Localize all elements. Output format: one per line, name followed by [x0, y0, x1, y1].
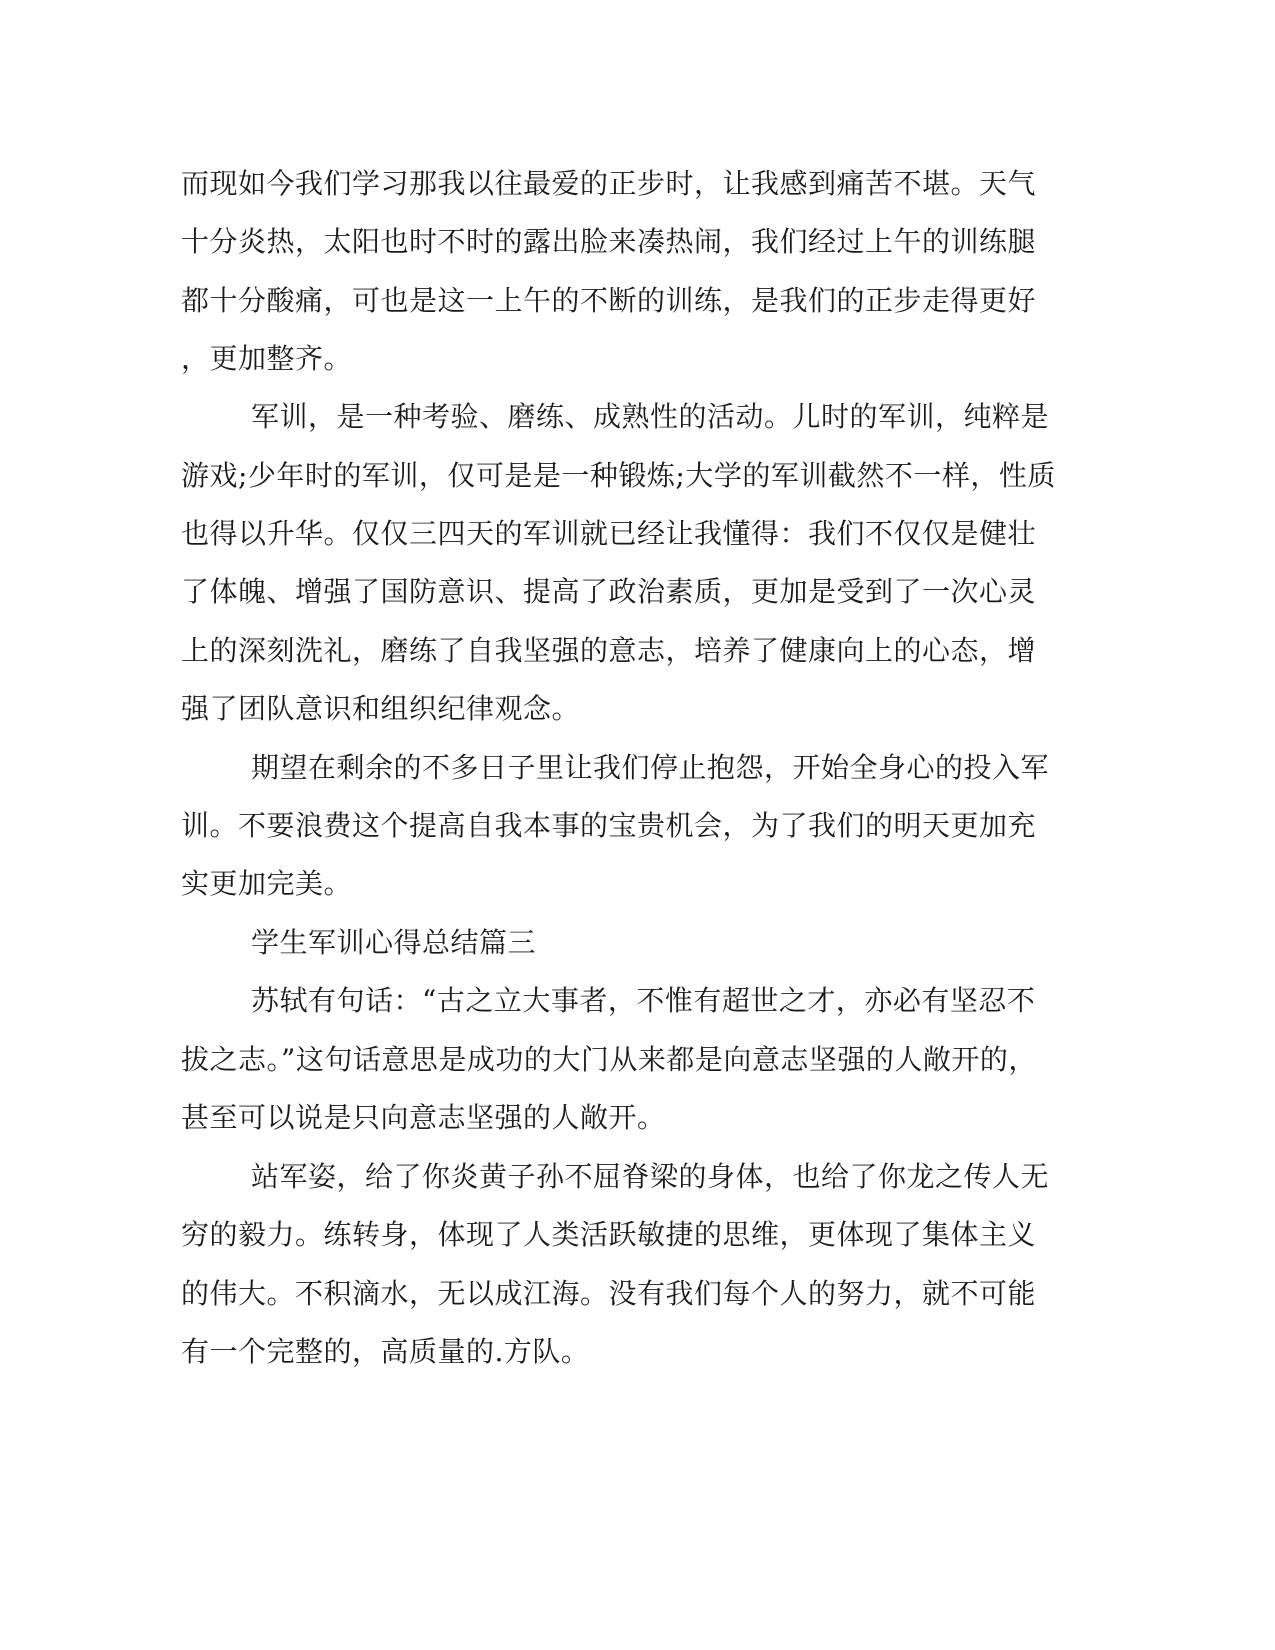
- paragraph-1-line-2: 十分炎热，太阳也时不时的露出脸来凑热闹，我们经过上午的训练腿: [181, 225, 1037, 258]
- paragraph-2-line-3: 也得以升华。仅仅三四天的军训就已经让我懂得：我们不仅仅是健壮: [181, 517, 1037, 550]
- paragraph-2-line-6: 强了团队意识和组织纪律观念。: [181, 692, 581, 725]
- paragraph-2-line-5: 上的深刻洗礼，磨练了自我坚强的意志，培养了健康向上的心态，增: [181, 634, 1037, 667]
- paragraph-4-line-1: 苏轼有句话：“古之立大事者，不惟有超世之才，亦必有坚忍不: [251, 984, 1036, 1017]
- paragraph-1-line-4: ，更加整齐。: [181, 342, 353, 375]
- paragraph-5-line-1: 站军姿，给了你炎黄子孙不屈脊梁的身体，也给了你龙之传人无: [251, 1160, 1050, 1193]
- paragraph-5-line-4: 有一个完整的，高质量的.方队。: [181, 1335, 590, 1368]
- section-heading: 学生军训心得总结篇三: [251, 926, 537, 959]
- paragraph-5-line-2: 穷的毅力。练转身，体现了人类活跃敏捷的思维，更体现了集体主义: [181, 1218, 1037, 1251]
- paragraph-3-line-2: 训。不要浪费这个提高自我本事的宝贵机会，为了我们的明天更加充: [181, 809, 1037, 842]
- paragraph-2-line-2: 游戏;少年时的军训，仅可是是一种锻炼;大学的军训截然不一样，性质: [181, 459, 1056, 492]
- paragraph-5-line-3: 的伟大。不积滴水，无以成江海。没有我们每个人的努力，就不可能: [181, 1277, 1037, 1310]
- paragraph-1-line-1: 而现如今我们学习那我以往最爱的正步时，让我感到痛苦不堪。天气: [181, 167, 1037, 200]
- paragraph-2-line-1: 军训，是一种考验、磨练、成熟性的活动。儿时的军训，纯粹是: [251, 400, 1050, 433]
- paragraph-2-line-4: 了体魄、增强了国防意识、提高了政治素质，更加是受到了一次心灵: [181, 575, 1037, 608]
- paragraph-4-line-2: 拔之志。”这句话意思是成功的大门从来都是向意志坚强的人敞开的，: [181, 1043, 1037, 1076]
- paragraph-4-line-3: 甚至可以说是只向意志坚强的人敞开。: [181, 1101, 666, 1134]
- paragraph-1-line-3: 都十分酸痛，可也是这一上午的不断的训练，是我们的正步走得更好: [181, 284, 1037, 317]
- paragraph-3-line-1: 期望在剩余的不多日子里让我们停止抱怨，开始全身心的投入军: [251, 751, 1050, 784]
- paragraph-3-line-3: 实更加完美。: [181, 867, 353, 900]
